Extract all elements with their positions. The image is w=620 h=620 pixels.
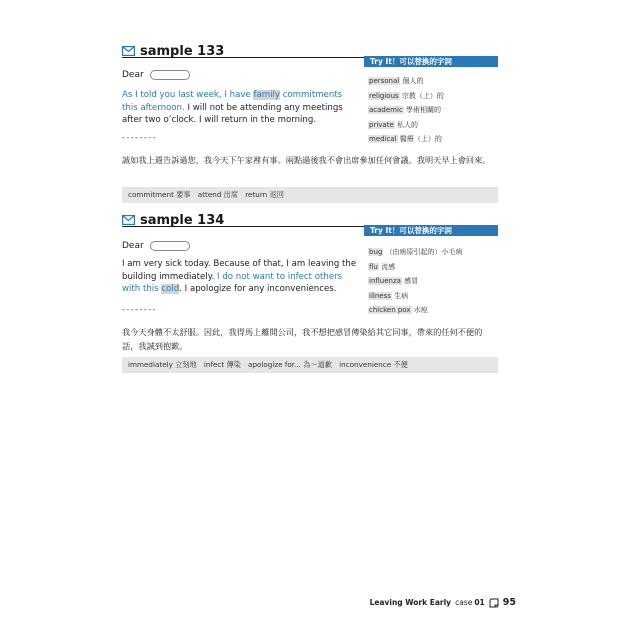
vocab-item: flu 流感 [369,262,396,271]
page-footer [370,597,516,608]
sample-133-greeting [122,70,190,80]
sample-134-chinese: 我今天身體不太舒服。因此，我得馬上離開公司，我不想把感冒傳染給其它同事，帶來的任何不便的話，我誠到抱歉。 [122,327,483,351]
vocab-item: medical 醫療（上）的 [369,135,442,143]
sample-134-keywords: immediately 立刻地 infect 傳染 apologize for... 為～道歉 inconvenience 不便 [122,357,498,373]
sample-133-rule [122,57,364,58]
sample-134-greeting [122,241,190,251]
en-black-2: I apologize for any inconveniences. [181,284,337,294]
sample-133-keywords: commitment 要事 attend 出席 return 返回 [122,187,498,203]
footer-case-label: case [455,598,473,607]
en-blue-2: commitments this afternoon. [122,90,343,113]
en-black-1: I am very sick today. Because of that, I am leaving the building immediately. [122,259,357,282]
footer-title: Leaving Work Early [369,598,452,607]
sample-133-chinese: 誠如我上週告訴過您，我今天下午家裡有事。兩點過後我不會出席參加任何會議。我明天早上會回來。 [122,155,491,165]
envelope-icon [122,215,135,225]
dear-label: Dear [122,241,144,251]
sample-134-dashes: -------- [122,305,158,314]
sample-134-english [122,258,358,296]
vocab-item: illness 生病 [369,291,409,300]
sample-133-vocab [368,74,498,147]
vocab-item: private 私人的 [369,120,418,129]
dear-label: Dear [122,70,144,80]
vocab-item: academic 學術相關的 [369,106,442,114]
vocab-item: influenza 感冒 [369,277,419,285]
en-blue: I do not want to infect others with this [122,271,343,294]
footer-case-number: 01 [474,598,485,607]
sample-133-title: sample 133 [140,43,225,59]
sample-134-rule [122,226,364,227]
sample-133-dashes: -------- [122,133,158,142]
sample-133-try-it-bar: Try It！可以替換的字詞 [364,56,498,67]
vocab-item: chicken pox 水痘 [369,306,428,314]
en-period: . [179,284,182,294]
recipient-blank [150,70,190,80]
en-highlight: cold [161,284,180,294]
sample-134-vocab [368,245,498,318]
en-black: I will not be attending any meetings after two o’clock. I will return in the morning. [122,102,343,125]
recipient-blank [150,241,190,251]
page-corner-icon [489,598,499,608]
vocab-item: personal 個人的 [369,77,424,85]
sample-133-english [122,89,358,127]
en-highlight: family [253,90,280,100]
en-blue-1: As I told you last week, I have [122,90,254,100]
sample-134-try-it-bar: Try It！可以替換的字詞 [364,225,498,236]
sample-134-title: sample 134 [140,212,225,228]
envelope-icon [122,46,135,56]
vocab-item: bug （由病原引起的）小毛病 [369,248,463,256]
vocab-item: religious 宗教（上）的 [369,91,444,100]
page-number: 95 [502,597,516,608]
